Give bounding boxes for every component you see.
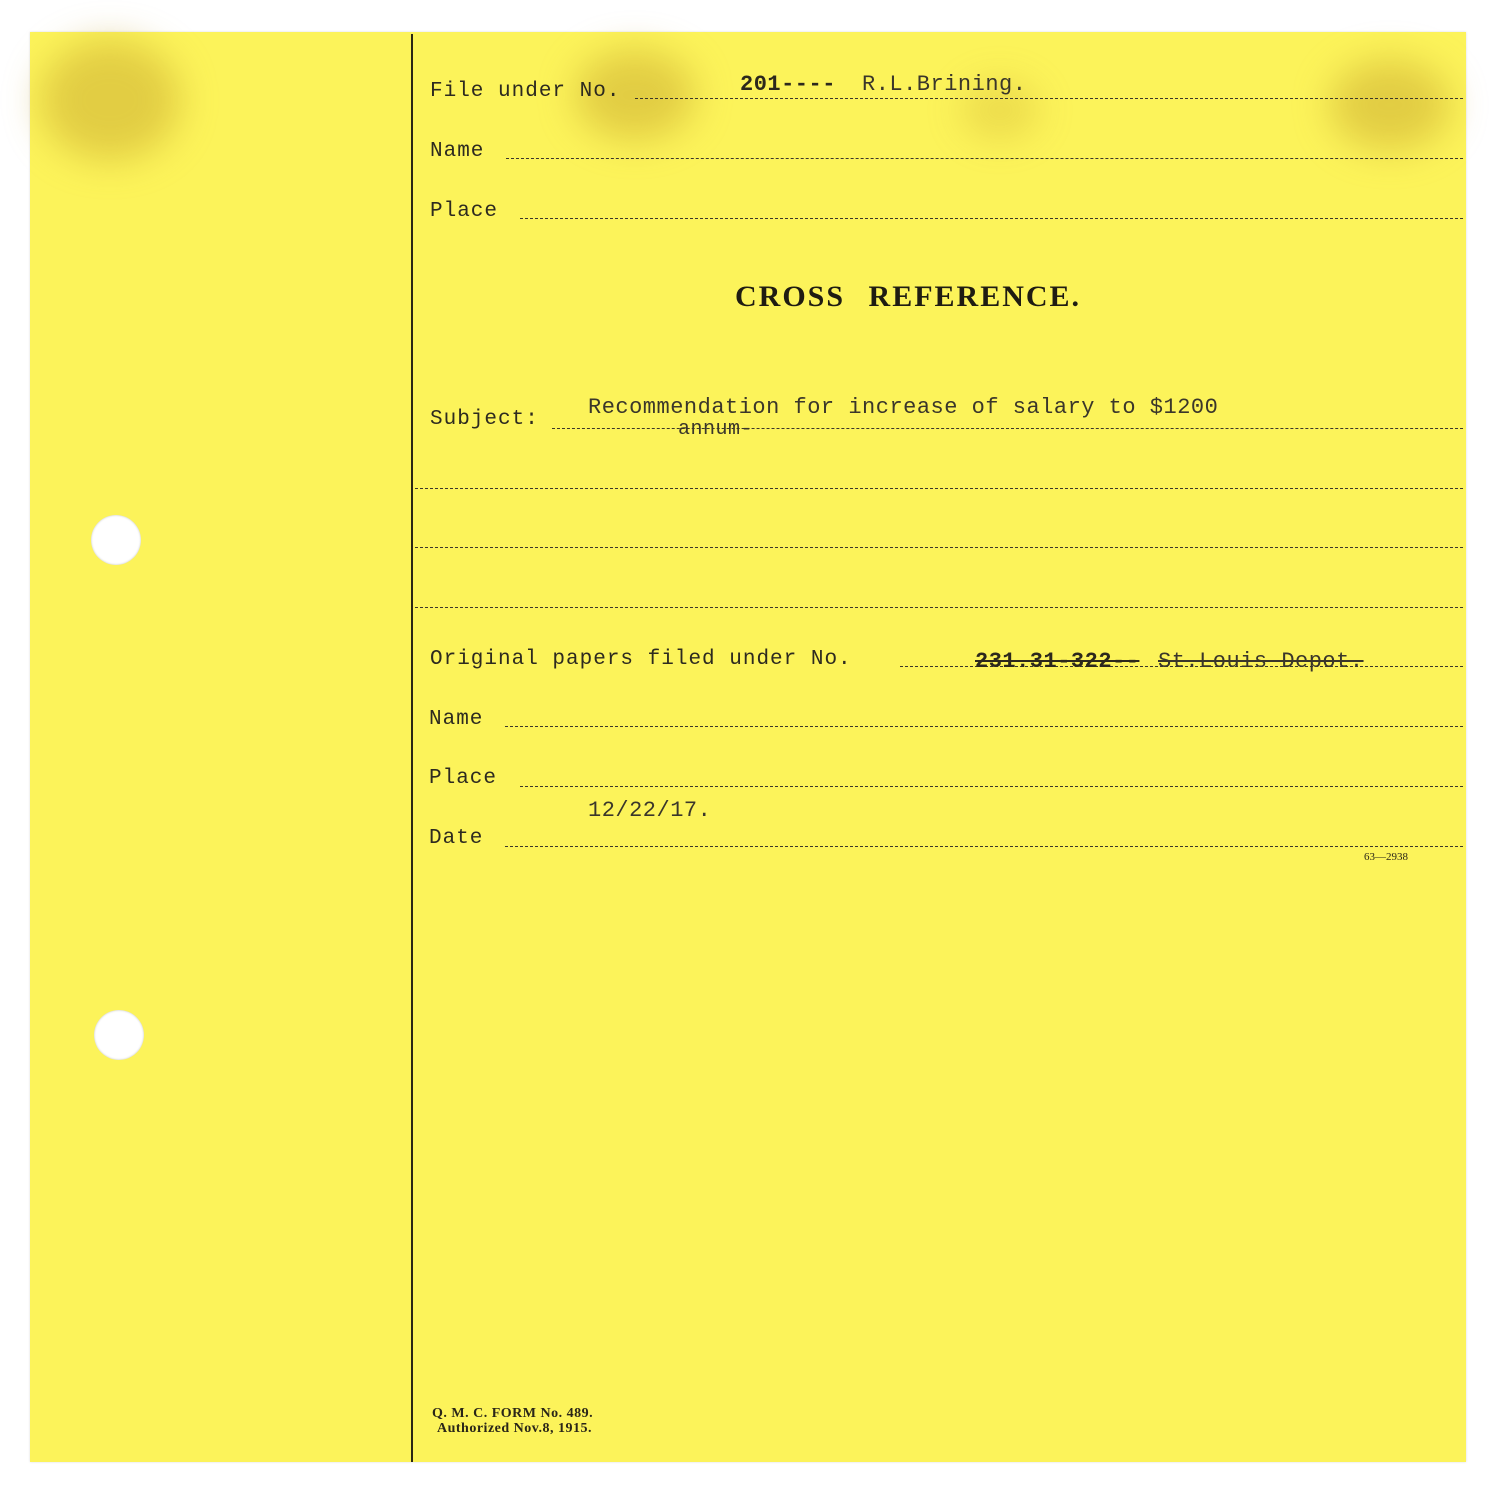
name-label-2: Name xyxy=(429,708,484,731)
margin-rule xyxy=(411,34,413,1462)
cross-reference-card xyxy=(30,32,1466,1462)
file-name-value: R.L.Brining. xyxy=(862,72,1027,97)
date-line xyxy=(505,846,1463,847)
name-label: Name xyxy=(430,140,485,163)
form-code: 63—2938 xyxy=(1364,851,1408,863)
form-number: Q. M. C. FORM No. 489. xyxy=(432,1406,594,1421)
place-label: Place xyxy=(430,200,499,223)
punch-hole xyxy=(91,515,141,565)
place-line-2 xyxy=(520,786,1463,787)
place-line xyxy=(520,218,1463,219)
date-label: Date xyxy=(429,827,484,850)
stain-mark xyxy=(40,40,180,160)
original-papers-label: Original papers filed under No. xyxy=(430,648,852,671)
name-line xyxy=(506,158,1463,159)
date-value: 12/22/17. xyxy=(588,798,712,823)
file-number-value: 201---- xyxy=(740,72,836,97)
punch-hole xyxy=(94,1010,144,1060)
subject-value-line1: Recommendation for increase of salary to $1200 xyxy=(588,395,1219,420)
original-number-value: 231.31-322-- xyxy=(975,649,1140,674)
name-line-2 xyxy=(505,726,1463,727)
stain-mark xyxy=(1330,60,1450,150)
subject-extra-line xyxy=(415,547,1463,548)
place-label-2: Place xyxy=(429,767,498,790)
subject-value-line2: annum- xyxy=(678,418,754,441)
original-place-value: St.Louis Depot. xyxy=(1158,649,1364,674)
subject-extra-line xyxy=(415,607,1463,608)
subject-extra-line xyxy=(415,488,1463,489)
file-under-line xyxy=(635,98,1463,99)
authorized-date: Authorized Nov.8, 1915. xyxy=(437,1421,592,1436)
file-under-label: File under No. xyxy=(430,80,621,103)
subject-label: Subject: xyxy=(430,408,539,431)
page-title: CROSS REFERENCE. xyxy=(735,280,1082,313)
